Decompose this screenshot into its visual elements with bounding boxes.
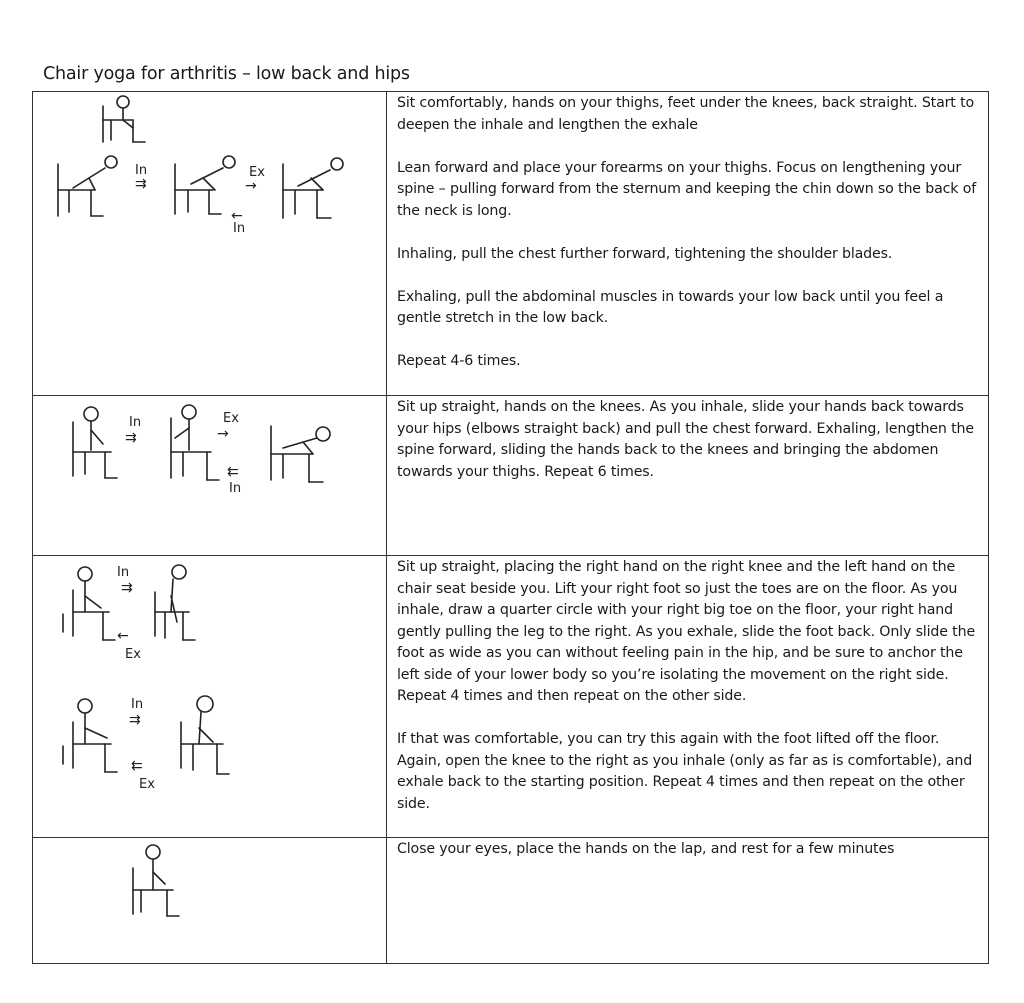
instruction-cell — [387, 556, 989, 838]
svg-text:⇉: ⇉ — [135, 176, 147, 192]
svg-text:⇇: ⇇ — [227, 464, 239, 480]
svg-text:⇉: ⇉ — [121, 580, 133, 596]
instruction-paragraph: Sit up straight, placing the right hand on the right knee and the left hand on the chair seat beside you. Lift your right foot so just the toes are on the floor. As you inhale, draw a quarter circle with your right big toe on the floor, your right hand gently pulling the leg to the right. As you exhale, slide the foot back. Only slide the foot as wide as you can without feeling pain in the hip, and be sure to anchor the left side of your lower body so you’re isolating the movement on the right side. Repeat 4 times and then repeat on the other side. — [397, 559, 976, 704]
sketch-label: In — [131, 697, 144, 712]
instruction-paragraph: Sit up straight, hands on the knees. As you inhale, slide your hands back towards your hips (elbows straight back) and pull the chest forward. Exhaling, lengthen the spine forward, sliding the hands back to the knees and bringing the abdomen towards your thighs. Repeat 6 times. — [397, 399, 974, 480]
sketch-label: Ex — [125, 647, 141, 662]
sketch-cell — [33, 396, 387, 556]
sketch-label: Ex — [139, 777, 155, 792]
sketch-cell — [33, 92, 387, 396]
sketch-label: In — [129, 415, 142, 430]
instruction-paragraph: Inhaling, pull the chest further forward, tightening the shoulder blades. — [397, 245, 893, 262]
instruction-paragraph: Exhaling, pull the abdominal muscles in towards your low back until you feel a gentle stretch in the low back. — [397, 288, 944, 326]
document-title: Chair yoga for arthritis – low back and hips — [43, 64, 410, 84]
svg-text:⇉: ⇉ — [129, 712, 141, 728]
instruction-cell — [387, 838, 989, 964]
svg-text:⇉: ⇉ — [125, 430, 137, 446]
stick-figure-sketch — [33, 556, 386, 838]
instruction-cell — [387, 92, 989, 396]
svg-text:→: → — [245, 178, 257, 194]
instruction-cell — [387, 396, 989, 556]
sketch-cell — [33, 556, 387, 838]
instruction-paragraph: Repeat 4-6 times. — [397, 353, 521, 369]
sketch-label: Ex — [223, 411, 239, 426]
instruction-table — [32, 91, 989, 964]
svg-text:←: ← — [231, 208, 243, 224]
svg-text:→: → — [217, 426, 229, 442]
instruction-paragraph: Lean forward and place your forearms on your thighs. Focus on lengthening your spine – pulling forward from the sternum and keeping the chin down so the back of the neck is long. — [397, 159, 977, 219]
sketch-label: In — [117, 565, 130, 580]
stick-figure-sketch — [33, 396, 386, 556]
svg-text:←: ← — [117, 628, 129, 644]
svg-text:⇇: ⇇ — [131, 758, 143, 774]
sketch-label: Ex — [249, 165, 265, 180]
table-row — [33, 92, 989, 396]
table-row — [33, 396, 989, 556]
instruction-paragraph: Close your eyes, place the hands on the lap, and rest for a few minutes — [397, 841, 895, 857]
instruction-paragraph: Sit comfortably, hands on your thighs, feet under the knees, back straight. Start to deepen the inhale and lengthen the exhale — [397, 95, 975, 133]
stick-figure-sketch — [33, 838, 386, 964]
table-row — [33, 838, 989, 964]
sketch-label: In — [135, 163, 148, 178]
sketch-label: In — [233, 221, 246, 236]
instruction-paragraph: If that was comfortable, you can try this again with the foot lifted off the floor. Again, open the knee to the right as you inhale (only as far as is comfortable), and exhale back to the starting position. Repeat 4 times and then repeat on the other side. — [397, 731, 973, 812]
sketch-cell — [33, 838, 387, 964]
table-row — [33, 556, 989, 838]
sketch-label: In — [229, 481, 242, 496]
stick-figure-sketch — [33, 92, 386, 396]
